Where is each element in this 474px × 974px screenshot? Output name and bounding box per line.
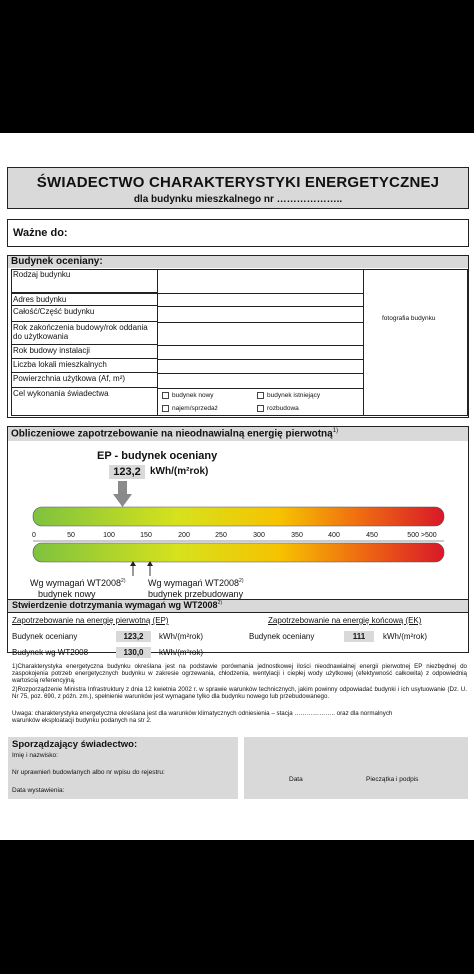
- scale-tick: 50: [67, 532, 75, 539]
- ep-row-unit: kWh/(m²rok): [159, 632, 203, 641]
- footnote-2: 2)Rozporządzenie Ministra Infrastruktury z dnia 12 kwietnia 2002 r. w sprawie warunków technicznych, jakim powinny odpowiadać budynki i ich usytuowanie (Dz. U. Nr 75, poz. 690, z późn. zm.), spełnienie warunków jest wymagane tylko dla budynku nowego lub przebudowanego.: [12, 686, 467, 701]
- field-floor-area: Powierzchnia użytkowa (Af, m²): [11, 374, 158, 388]
- ek-col-title: Zapotrzebowanie na energię końcową (EK): [268, 616, 422, 625]
- wt-rebuilt-label: Wg wymagań WT2008$^{2)}$ budynek przebudowany: [148, 578, 244, 599]
- scale-tick: 500 >500: [407, 532, 437, 539]
- field-dwellings: Liczba lokali mieszkalnych: [11, 360, 158, 373]
- footnote-1: 1)Charakterystyka energetyczna budynku określana jest na podstawie porównania jednostkowej ilości nieodnawialnej energii pierwotnej EP niezbędnej do zaspokojenia potrzeb energetycznych budynku w zakresie ogrzewania, chłodzenia, wentylacji i ciepłej wody użytkowej (efektywność całkowita) z odpowiednią wartością referencyjną.: [12, 663, 467, 685]
- ek-row-unit: kWh/(m²rok): [383, 632, 427, 641]
- energy-calc-title: Obliczeniowe zapotrzebowanie na nieodnawialną energię pierwotną$^{1)}$: [11, 428, 339, 440]
- ep-label: EP - budynek oceniany: [97, 450, 218, 462]
- field-year-completed: Rok zakończenia budowy/rok oddania do użytkowania: [11, 323, 158, 345]
- field-purpose: Cel wykonania świadectwa: [13, 389, 109, 398]
- ep-arrow-head: [113, 494, 132, 507]
- wt-new-label: Wg wymagań WT2008$^{2)}$ budynek nowy: [30, 578, 126, 599]
- field-address: Adres budynku: [11, 294, 158, 306]
- certificate-sheet: [0, 133, 474, 840]
- ep-row-label: Budynek oceniany: [12, 632, 78, 641]
- footnote-3: Uwaga: charakterystyka energetyczna określana jest dla warunków klimatycznych odniesienia – stacja ……………….. oraz dla normalnych warunków eksploatacji budynku podanych na str 2.: [12, 710, 393, 725]
- issuer-name-label: Imię i nazwisko:: [12, 752, 58, 759]
- scale-bar-top: [33, 507, 444, 526]
- ep-wt-row-value: 130,0: [116, 647, 151, 658]
- wt-new-line2: budynek nowy: [38, 589, 96, 599]
- ep-row-value: 123,2: [116, 631, 151, 642]
- building-section-title: Budynek oceniany:: [11, 256, 103, 267]
- purpose-new: budynek nowy: [162, 392, 214, 399]
- energy-scale: [0, 133, 474, 840]
- photo-label: fotografia budynku: [382, 315, 436, 322]
- scale-tick: 100: [103, 532, 115, 539]
- issuer-license-label: Nr uprawnień budowlanych albo nr wpisu do rejestru:: [12, 769, 165, 776]
- stamp-label: Pieczątka i podpis: [366, 776, 419, 783]
- field-building-type: Rodzaj budynku: [11, 270, 158, 293]
- issuer-title: Sporządzający świadectwo:: [12, 739, 138, 750]
- compliance-title: Stwierdzenie dotrzymania wymagań wg WT2008$^{2)}$: [12, 600, 223, 610]
- wt-new-line1: Wg wymagań WT2008: [30, 578, 122, 588]
- ep-value: 123,2: [109, 465, 145, 479]
- scale-bar-bottom: [33, 543, 444, 562]
- scale-tick: 400: [328, 532, 340, 539]
- scale-tick: 0: [32, 532, 36, 539]
- ep-col-title: Zapotrzebowanie na energię pierwotną (EP): [12, 616, 169, 625]
- ep-arrow-shaft: [118, 481, 127, 494]
- scale-tick: 250: [215, 532, 227, 539]
- field-installation-year: Rok budowy instalacji: [11, 346, 158, 359]
- ep-wt-row-unit: kWh/(m²rok): [159, 648, 203, 657]
- scale-tick: 150: [140, 532, 152, 539]
- ep-unit: kWh/(m²rok): [150, 466, 209, 477]
- scale-tick: 200: [178, 532, 190, 539]
- scale-tick: 350: [291, 532, 303, 539]
- date-label: Data: [289, 776, 303, 783]
- purpose-rent-sale: najem/sprzedaż: [162, 405, 218, 412]
- wt-rebuilt-line2: budynek przebudowany: [148, 589, 244, 599]
- signature-box: [244, 737, 468, 799]
- purpose-extension: rozbudowa: [257, 405, 299, 412]
- ek-row-value: 111: [344, 631, 374, 642]
- scale-tick: 450: [366, 532, 378, 539]
- field-part: Całość/Część budynku: [11, 307, 158, 322]
- ek-row-label: Budynek oceniany: [249, 632, 315, 641]
- issuer-date-label: Data wystawienia:: [12, 787, 65, 794]
- certificate-subtitle: dla budynku mieszkalnego nr ………………..: [133, 194, 343, 205]
- wt-rebuilt-line1: Wg wymagań WT2008: [148, 578, 240, 588]
- purpose-existing: budynek istniejący: [257, 392, 320, 399]
- scale-tick: 300: [253, 532, 265, 539]
- valid-until-label: Ważne do:: [13, 227, 68, 239]
- certificate-title: ŚWIADECTWO CHARAKTERYSTYKI ENERGETYCZNEJ: [36, 174, 440, 191]
- ep-wt-row-label: Budynek wg WT2008: [12, 648, 89, 657]
